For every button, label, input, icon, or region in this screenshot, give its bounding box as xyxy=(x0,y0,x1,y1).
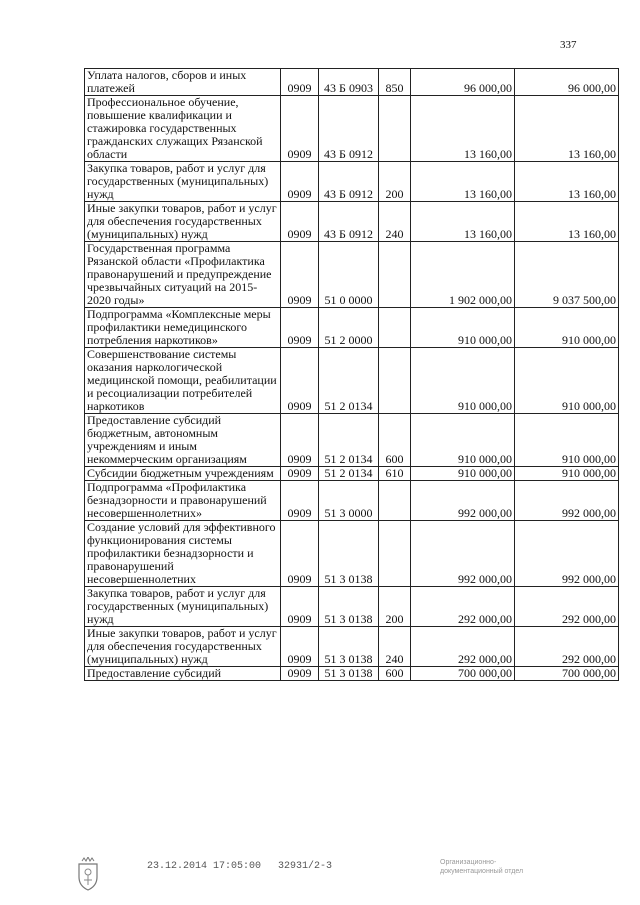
row-section: 0909 xyxy=(281,69,319,96)
row-section: 0909 xyxy=(281,467,319,481)
table-row xyxy=(85,242,619,308)
row-name: Государственная программа Рязанской области «Профилактика правонарушений и предупреждение чрезвычайных ситуаций на 2015-2020 годы» xyxy=(85,242,281,308)
table-row xyxy=(85,587,619,627)
row-name: Субсидии бюджетным учреждениям xyxy=(85,467,281,481)
row-sum-2015: 13 160,00 xyxy=(411,162,515,202)
row-article: 51 3 0138 xyxy=(319,627,379,667)
row-section: 0909 xyxy=(281,308,319,348)
row-name: Подпрограмма «Комплексные меры профилактики немедицинского потребления наркотиков» xyxy=(85,308,281,348)
table-row xyxy=(85,69,619,96)
table-row xyxy=(85,308,619,348)
row-expense-type: 200 xyxy=(379,587,411,627)
row-sum-2016: 13 160,00 xyxy=(515,162,619,202)
table-row xyxy=(85,667,619,681)
department-stamp xyxy=(440,858,523,876)
row-sum-2016: 13 160,00 xyxy=(515,202,619,242)
row-sum-2016: 992 000,00 xyxy=(515,521,619,587)
row-section: 0909 xyxy=(281,162,319,202)
table-row xyxy=(85,348,619,414)
row-article: 51 3 0000 xyxy=(319,481,379,521)
row-article: 51 2 0134 xyxy=(319,348,379,414)
row-expense-type xyxy=(379,348,411,414)
row-expense-type: 240 xyxy=(379,202,411,242)
row-section: 0909 xyxy=(281,587,319,627)
row-sum-2016: 910 000,00 xyxy=(515,308,619,348)
row-sum-2016: 292 000,00 xyxy=(515,627,619,667)
row-name: Иные закупки товаров, работ и услуг для обеспечения государственных (муниципальных) нужд xyxy=(85,627,281,667)
row-sum-2015: 910 000,00 xyxy=(411,414,515,467)
row-section: 0909 xyxy=(281,627,319,667)
table-row xyxy=(85,627,619,667)
row-article: 51 3 0138 xyxy=(319,667,379,681)
row-name: Закупка товаров, работ и услуг для государственных (муниципальных) нужд xyxy=(85,162,281,202)
row-expense-type: 600 xyxy=(379,667,411,681)
row-sum-2015: 700 000,00 xyxy=(411,667,515,681)
row-sum-2016: 910 000,00 xyxy=(515,467,619,481)
row-section: 0909 xyxy=(281,521,319,587)
row-sum-2016: 992 000,00 xyxy=(515,481,619,521)
row-sum-2016: 96 000,00 xyxy=(515,69,619,96)
row-name: Подпрограмма «Профилактика безнадзорности и правонарушений несовершеннолетних» xyxy=(85,481,281,521)
row-article: 51 2 0134 xyxy=(319,414,379,467)
row-name: Иные закупки товаров, работ и услуг для обеспечения государственных (муниципальных) нужд xyxy=(85,202,281,242)
row-sum-2015: 992 000,00 xyxy=(411,481,515,521)
row-sum-2016: 910 000,00 xyxy=(515,414,619,467)
row-section: 0909 xyxy=(281,414,319,467)
department-line: Организационно- xyxy=(440,859,497,866)
row-expense-type: 200 xyxy=(379,162,411,202)
page-number: 337 xyxy=(560,39,577,51)
row-section: 0909 xyxy=(281,667,319,681)
row-article: 51 3 0138 xyxy=(319,587,379,627)
timestamp: 23.12.2014 17:05:00 xyxy=(147,861,262,872)
row-section: 0909 xyxy=(281,242,319,308)
row-sum-2016: 13 160,00 xyxy=(515,96,619,162)
table-row xyxy=(85,467,619,481)
row-name: Создание условий для эффективного функционирования системы профилактики безнадзорности и правонарушений несовершеннолетних xyxy=(85,521,281,587)
coat-of-arms-icon xyxy=(76,857,100,896)
row-sum-2015: 13 160,00 xyxy=(411,202,515,242)
table-row xyxy=(85,96,619,162)
row-sum-2015: 292 000,00 xyxy=(411,627,515,667)
row-sum-2015: 13 160,00 xyxy=(411,96,515,162)
department-line: документационный отдел xyxy=(440,868,524,875)
row-expense-type xyxy=(379,242,411,308)
row-name: Уплата налогов, сборов и иных платежей xyxy=(85,69,281,96)
table-row xyxy=(85,202,619,242)
row-name: Предоставление субсидий xyxy=(85,667,281,681)
row-section: 0909 xyxy=(281,348,319,414)
row-sum-2015: 910 000,00 xyxy=(411,348,515,414)
budget-table xyxy=(84,68,619,681)
row-section: 0909 xyxy=(281,481,319,521)
row-sum-2016: 910 000,00 xyxy=(515,348,619,414)
row-sum-2015: 992 000,00 xyxy=(411,521,515,587)
row-section: 0909 xyxy=(281,96,319,162)
row-sum-2015: 292 000,00 xyxy=(411,587,515,627)
row-sum-2015: 910 000,00 xyxy=(411,308,515,348)
row-name: Закупка товаров, работ и услуг для государственных (муниципальных) нужд xyxy=(85,587,281,627)
row-section: 0909 xyxy=(281,202,319,242)
row-expense-type: 850 xyxy=(379,69,411,96)
row-article: 43 Б 0912 xyxy=(319,162,379,202)
row-name: Предоставление субсидий бюджетным, автономным учреждениям и иным некоммерческим организациям xyxy=(85,414,281,467)
table-row xyxy=(85,521,619,587)
row-article: 51 3 0138 xyxy=(319,521,379,587)
table-row xyxy=(85,162,619,202)
row-expense-type: 600 xyxy=(379,414,411,467)
row-name: Профессиональное обучение, повышение квалификации и стажировка государственных гражданских служащих Рязанской области xyxy=(85,96,281,162)
row-sum-2016: 9 037 500,00 xyxy=(515,242,619,308)
row-expense-type xyxy=(379,481,411,521)
row-expense-type xyxy=(379,308,411,348)
table-row xyxy=(85,414,619,467)
row-sum-2015: 1 902 000,00 xyxy=(411,242,515,308)
row-article: 43 Б 0912 xyxy=(319,202,379,242)
row-article: 51 0 0000 xyxy=(319,242,379,308)
row-article: 51 2 0134 xyxy=(319,467,379,481)
row-article: 43 Б 0903 xyxy=(319,69,379,96)
row-article: 43 Б 0912 xyxy=(319,96,379,162)
row-sum-2015: 910 000,00 xyxy=(411,467,515,481)
row-article: 51 2 0000 xyxy=(319,308,379,348)
table-row xyxy=(85,481,619,521)
row-expense-type: 240 xyxy=(379,627,411,667)
document-number: 32931/2-3 xyxy=(278,861,333,872)
footer xyxy=(0,857,640,897)
row-name: Совершенствование системы оказания наркологической медицинской помощи, реабилитации и ресоциализации потребителей наркотиков xyxy=(85,348,281,414)
row-sum-2016: 700 000,00 xyxy=(515,667,619,681)
row-sum-2016: 292 000,00 xyxy=(515,587,619,627)
row-expense-type xyxy=(379,521,411,587)
row-expense-type xyxy=(379,96,411,162)
row-expense-type: 610 xyxy=(379,467,411,481)
row-sum-2015: 96 000,00 xyxy=(411,69,515,96)
